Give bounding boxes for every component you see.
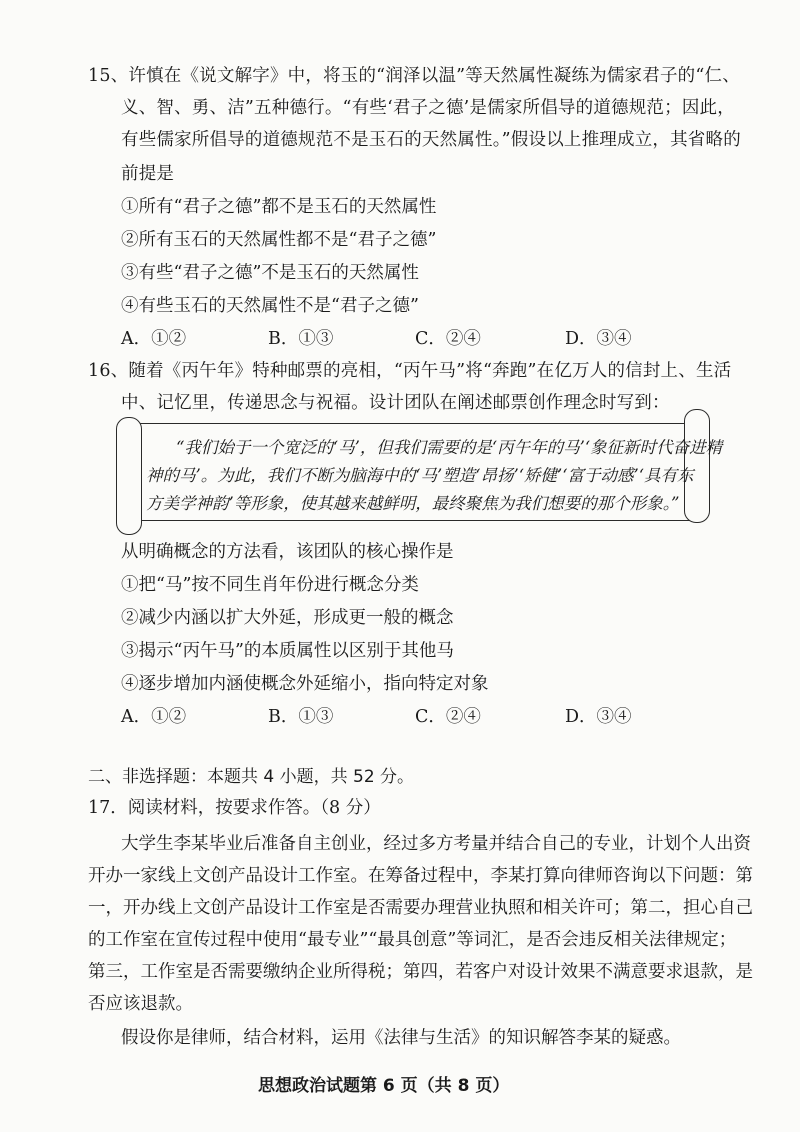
q15-stem-line-2: 义、智、勇、洁”五种德行。“有些‘君子之德’是儒家所倡导的道德规范；因此， xyxy=(121,98,735,118)
q16-question-stem: 从明确概念的方法看，该团队的核心操作是 xyxy=(121,542,454,562)
q17-task: 假设你是律师，结合材料，运用《法律与生活》的知识解答李某的疑惑。 xyxy=(121,1028,681,1048)
quote-line-3: 方美学神韵’等形象，使其越来越鲜明，最终聚焦为我们想要的那个形象。” xyxy=(146,494,680,513)
quote-line-2: 神的马’。为此，我们不断为脑海中的‘马’塑造‘昂扬’‘矫健’‘富于动感’‘具有东 xyxy=(146,466,694,485)
q15-item-2: ②所有玉石的天然属性都不是“君子之德” xyxy=(121,230,437,250)
q16-item-3: ③揭示“丙午马”的本质属性以区别于其他马 xyxy=(121,641,454,661)
quote-line-1: “我们始于一个宽泛的‘马’，但我们需要的是‘丙午年的马’‘象征新时代奋进精 xyxy=(176,438,723,457)
section-2-title: 二、非选择题：本题共 4 小题，共 52 分。 xyxy=(88,767,415,787)
q15-item-4: ④有些玉石的天然属性不是“君子之德” xyxy=(121,296,419,316)
q15-stem-line-3: 有些儒家所倡导的道德规范不是玉石的天然属性。”假设以上推理成立，其省略的 xyxy=(121,130,741,150)
q16-stem-line-1: 16、随着《丙午年》特种邮票的亮相，“丙午马”将“奔跑”在亿万人的信封上、生活 xyxy=(88,361,732,381)
q16-option-c: C．②④ xyxy=(415,707,481,727)
page-footer: 思想政治试题第 6 页（共 8 页） xyxy=(258,1076,510,1096)
q16-item-1: ①把“马”按不同生肖年份进行概念分类 xyxy=(121,575,419,595)
q15-item-3: ③有些“君子之德”不是玉石的天然属性 xyxy=(121,263,419,283)
q15-option-b: B．①③ xyxy=(268,329,334,349)
q17-material-line-5: 第三，工作室是否需要缴纳企业所得税；第四，若客户对设计效果不满意要求退款，是 xyxy=(88,962,753,982)
q17-material-line-6: 否应该退款。 xyxy=(88,994,193,1014)
q16-stem-line-2: 中、记忆里，传递思念与祝福。设计团队在阐述邮票创作理念时写到： xyxy=(121,393,670,413)
q15-item-1: ①所有“君子之德”都不是玉石的天然属性 xyxy=(121,197,437,217)
q15-stem-line-1: 15、许慎在《说文解字》中，将玉的“润泽以温”等天然属性凝练为儒家君子的“仁、 xyxy=(88,66,740,86)
q17-material-line-4: 的工作室在宣传过程中使用“最专业”“最具创意”等词汇，是否会违反相关法律规定； xyxy=(88,930,737,950)
q17-title: 17．阅读材料，按要求作答。（8 分） xyxy=(88,798,381,818)
q15-option-a: A．①② xyxy=(121,329,187,349)
q16-option-a: A．①② xyxy=(121,707,187,727)
q16-option-b: B．①③ xyxy=(268,707,334,727)
q16-item-2: ②减少内涵以扩大外延，形成更一般的概念 xyxy=(121,608,454,628)
q16-item-4: ④逐步增加内涵使概念外延缩小，指向特定对象 xyxy=(121,674,489,694)
q15-stem-line-4: 前提是 xyxy=(121,164,175,184)
q17-material-line-1: 大学生李某毕业后准备自主创业，经过多方考量并结合自己的专业，计划个人出资 xyxy=(121,834,751,854)
q15-option-c: C．②④ xyxy=(415,329,481,349)
q16-option-d: D．③④ xyxy=(565,707,632,727)
q17-material-line-3: 一，开办线上文创产品设计工作室是否需要办理营业执照和相关许可；第二，担心自己 xyxy=(88,898,753,918)
scroll-left-curl xyxy=(116,417,142,535)
q15-option-d: D．③④ xyxy=(565,329,632,349)
q17-material-line-2: 开办一家线上文创产品设计工作室。在筹备过程中，李某打算向律师咨询以下问题：第 xyxy=(88,866,753,886)
